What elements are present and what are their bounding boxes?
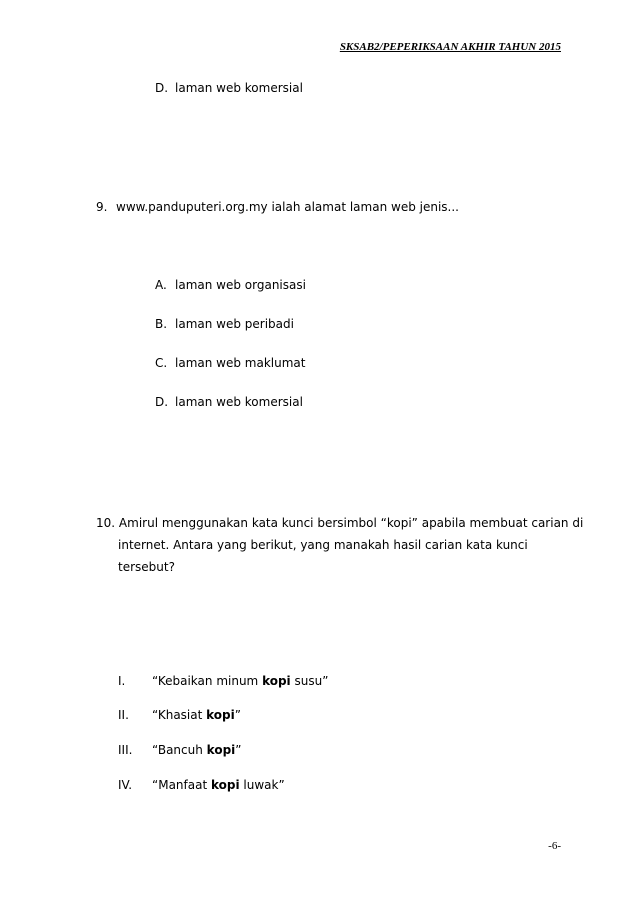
- question-9: [96, 199, 459, 215]
- option-letter: D.: [155, 81, 169, 95]
- exam-header: SKSAB2/PEPERIKSAAN AKHIR TAHUN 2015: [339, 41, 561, 53]
- option-letter: C.: [155, 356, 168, 370]
- statement-text: “Khasiat kopi”: [152, 708, 241, 722]
- option-text: laman web komersial: [175, 395, 303, 409]
- option-text: laman web peribadi: [175, 317, 294, 331]
- option-letter: A.: [155, 278, 167, 292]
- page-number: -6-: [548, 840, 561, 852]
- question-number: 9.: [96, 200, 108, 214]
- statement-number: IV.: [118, 778, 133, 792]
- question-number: 10.: [96, 516, 116, 530]
- question-10-line-3: tersebut?: [118, 560, 175, 574]
- option-text: laman web organisasi: [175, 278, 306, 292]
- question-text: Amirul menggunakan kata kunci bersimbol “kopi” apabila membuat carian di: [118, 516, 584, 530]
- q9-option-a: [155, 277, 306, 293]
- statement-text: “Kebaikan minum kopi susu”: [152, 674, 329, 688]
- statement-number: III.: [118, 743, 133, 757]
- option-text: laman web maklumat: [175, 356, 306, 370]
- statement-number: I.: [118, 674, 126, 688]
- statement-text: “Bancuh kopi”: [152, 743, 242, 757]
- q9-option-b: [155, 316, 294, 332]
- q9-option-c: [155, 355, 305, 371]
- question-10-line-1: [96, 515, 583, 531]
- option-letter: B.: [155, 317, 168, 331]
- q9-option-d: [155, 394, 303, 410]
- prev-option-d: [155, 80, 303, 96]
- statement-number: II.: [118, 708, 129, 722]
- statement-text: “Manfaat kopi luwak”: [152, 778, 285, 792]
- question-text: www.panduputeri.org.my ialah alamat laman web jenis...: [116, 200, 459, 214]
- option-text: laman web komersial: [175, 81, 303, 95]
- question-10-line-2: internet. Antara yang berikut, yang manakah hasil carian kata kunci: [118, 538, 528, 552]
- option-letter: D.: [155, 395, 169, 409]
